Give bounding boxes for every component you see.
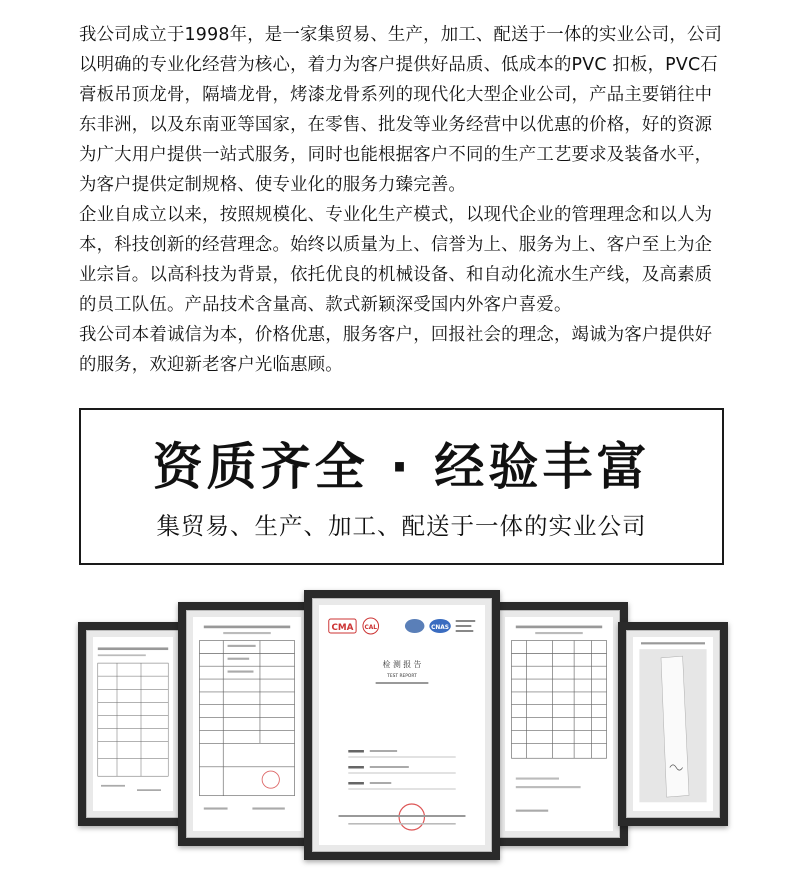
sample-photo-image: [633, 637, 713, 811]
intro-paragraph-2: 企业自成立以来，按照规模化、专业化生产模式，以现代企业的管理理念和以人为本，科技创新的经营理念。始终以质量为上、信誉为上、服务为上、客户至上为企业宗旨。以高科技为背景，依托优良的机械设备、和自动化流水生产线，及高素质的员工队伍。产品技术含量高、款式新颖深受国内外客户喜爱。: [79, 205, 713, 315]
intro-paragraph-1: 我公司成立于1998年，是一家集贸易、生产，加工、配送于一体的实业公司，公司以明确的专业化经营为核心，着力为客户提供好品质、低成本的PVC 扣板，PVC石膏板吊顶龙骨，隔墙龙骨，烤漆龙骨系列的现代化大型企业公司，产品主要销往中东非洲，以及东南亚等国家，在零售、批发等业务经营中以优惠的价格，好的资源为广大用户提供一站式服务，同时也能根据客户不同的生产工艺要求及装备水平，为客户提供定制规格、使专业化的服务力臻完善。: [79, 25, 723, 195]
certificate-gallery: [0, 585, 800, 885]
test-report-table-image: [505, 617, 613, 831]
certificate-frame-2: [178, 602, 316, 846]
certificate-frame-1: [78, 622, 188, 826]
cma-logo-text: CMA: [331, 622, 354, 634]
cal-logo: [363, 618, 379, 634]
cal-logo-text: CAL: [364, 624, 378, 632]
report-heading-en: TEST REPORT: [387, 673, 417, 680]
cma-logo: [329, 619, 356, 633]
banner-title: 资质齐全 · 经验丰富: [152, 438, 651, 496]
certificate-frame-4: [490, 602, 628, 846]
intro-paragraph-3: 我公司本着诚信为本，价格优惠，服务客户，回报社会的理念，竭诚为客户提供好的服务，欢迎新老客户光临惠顾。: [79, 325, 713, 375]
certificate-frame-5: [618, 622, 728, 826]
certificate-frame-center: [304, 590, 500, 860]
cnas-logo: [429, 619, 450, 633]
test-report-table-image: [93, 637, 173, 811]
company-intro: [79, 20, 729, 380]
test-report-table-image: [193, 617, 301, 831]
banner-subtitle: 集贸易、生产、加工、配送于一体的实业公司: [156, 512, 647, 540]
qualification-banner: [79, 408, 724, 565]
cnas-logo-text: CNAS: [431, 624, 450, 632]
test-report-cover-image: [319, 605, 485, 845]
report-heading-cn: 检 测 报 告: [382, 659, 422, 670]
